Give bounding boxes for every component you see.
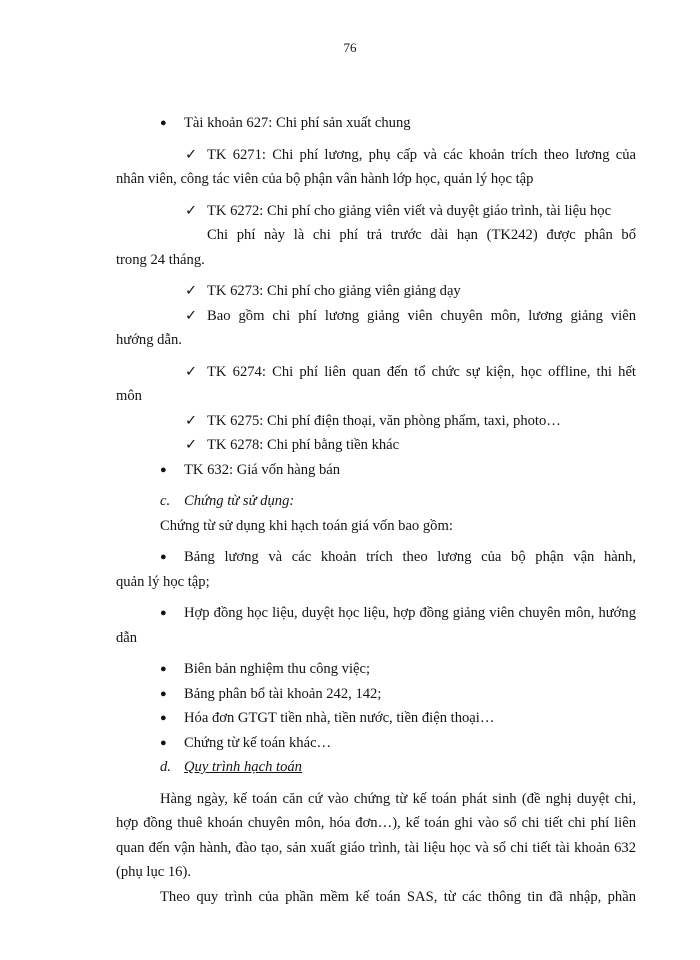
bullet-item-allocation [116,682,636,707]
bullet-item-other [116,731,636,756]
bullet-icon: ● [160,607,167,619]
check-item-6274 [116,360,636,385]
check-text: TK 6275: Chi phí điện thoại, văn phòng phẩm, taxi, photo… [207,412,561,429]
bullet-text: Chứng từ kế toán khác… [184,734,332,751]
continuation-line: Chi phí này là chi phí trả trước dài hạn (TK242) được phân bổ [207,227,636,243]
continuation-line: trong 24 tháng. [116,251,205,268]
check-item-6273 [116,279,636,304]
continuation-line: dẫn [116,629,138,646]
bullet-item-contracts [116,601,636,626]
continuation-line: hướng dẫn. [116,332,182,348]
section-heading-c [116,489,636,514]
checkmark-icon: ✓ [185,202,198,219]
bullet-text: TK 632: Giá vốn hàng bán [184,461,341,478]
check-text: TK 6273: Chi phí cho giảng viên giảng dạy [207,283,461,299]
bullet-icon: ● [160,117,167,129]
heading-text: Chứng từ sử dụng: [184,493,295,509]
heading-letter: d. [160,759,171,775]
bullet-icon: ● [160,463,167,476]
check-text: TK 6274: Chi phí liên quan đến tổ chức sự kiện, học offline, thi hết [207,363,636,380]
bullet-item-acceptance [116,657,636,682]
check-text: TK 6271: Chi phí lương, phụ cấp và các khoản trích theo lương của [207,146,636,163]
check-text: TK 6278: Chi phí bằng tiền khác [207,437,400,453]
section-heading-d [116,755,636,780]
bullet-text: Bảng lương và các khoản trích theo lương của bộ phận vận hành, [184,549,636,565]
checkmark-icon: ✓ [185,437,198,453]
heading-letter: c. [160,493,171,509]
checkmark-icon: ✓ [185,307,198,324]
bullet-icon: ● [160,736,167,749]
paragraph-intro: Chứng từ sử dụng khi hạch toán giá vốn bao gồm: [160,517,453,534]
checkmark-icon: ✓ [185,146,198,163]
checkmark-icon: ✓ [185,363,198,380]
page-number: 76 [343,40,357,55]
paragraph-process: Hàng ngày, kế toán căn cứ vào chứng từ kế toán phát sinh (đề nghị duyệt chi, hợp đồng thuê khoán chuyên môn, hóa đơn…), kế toán ghi vào sổ chi tiết chi phí liên quan đến vận hành, đào tạo, sản xuất giáo trình, tài liệu học và sổ chi tiết tài khoản 632 (phụ lục 16). [116,790,636,880]
checkmark-icon: ✓ [185,283,198,299]
bullet-text: Tài khoản 627: Chi phí sản xuất chung [184,115,411,131]
bullet-text: Bảng phân bổ tài khoản 242, 142; [184,685,382,702]
bullet-item-payroll [116,545,636,570]
bullet-text: Hợp đồng học liệu, duyệt học liệu, hợp đồng giảng viên chuyên môn, hướng [184,605,636,621]
check-item-6272 [116,199,636,224]
check-item-6278 [116,433,636,458]
check-text: Bao gồm chi phí lương giảng viên chuyên môn, lương giảng viên [207,307,636,324]
checkmark-icon: ✓ [185,412,198,429]
bullet-icon: ● [160,712,167,724]
bullet-text: Hóa đơn GTGT tiền nhà, tiền nước, tiền điện thoại… [184,710,495,726]
bullet-text: Biên bản nghiệm thu công việc; [184,661,371,677]
bullet-item-627 [116,111,636,136]
bullet-icon: ● [160,663,167,675]
check-item-6275 [116,409,636,434]
document-body [116,111,636,909]
check-item-6271 [116,143,636,168]
bullet-icon: ● [160,551,167,563]
continuation-line: nhân viên, công tác viên của bộ phận vân hành lớp học, quản lý học tập [116,171,534,187]
continuation-line: môn [116,388,142,404]
check-item-salary [116,304,636,329]
paragraph-software: Theo quy trình của phần mềm kế toán SAS, từ các thông tin đã nhập, phần [160,888,636,905]
check-text: TK 6272: Chi phí cho giảng viên viết và duyệt giáo trình, tài liệu học [207,202,612,219]
bullet-item-invoice [116,706,636,731]
bullet-icon: ● [160,687,167,700]
bullet-item-632 [116,458,636,483]
heading-text: Quy trình hạch toán [184,759,302,775]
continuation-line: quản lý học tập; [116,573,210,590]
